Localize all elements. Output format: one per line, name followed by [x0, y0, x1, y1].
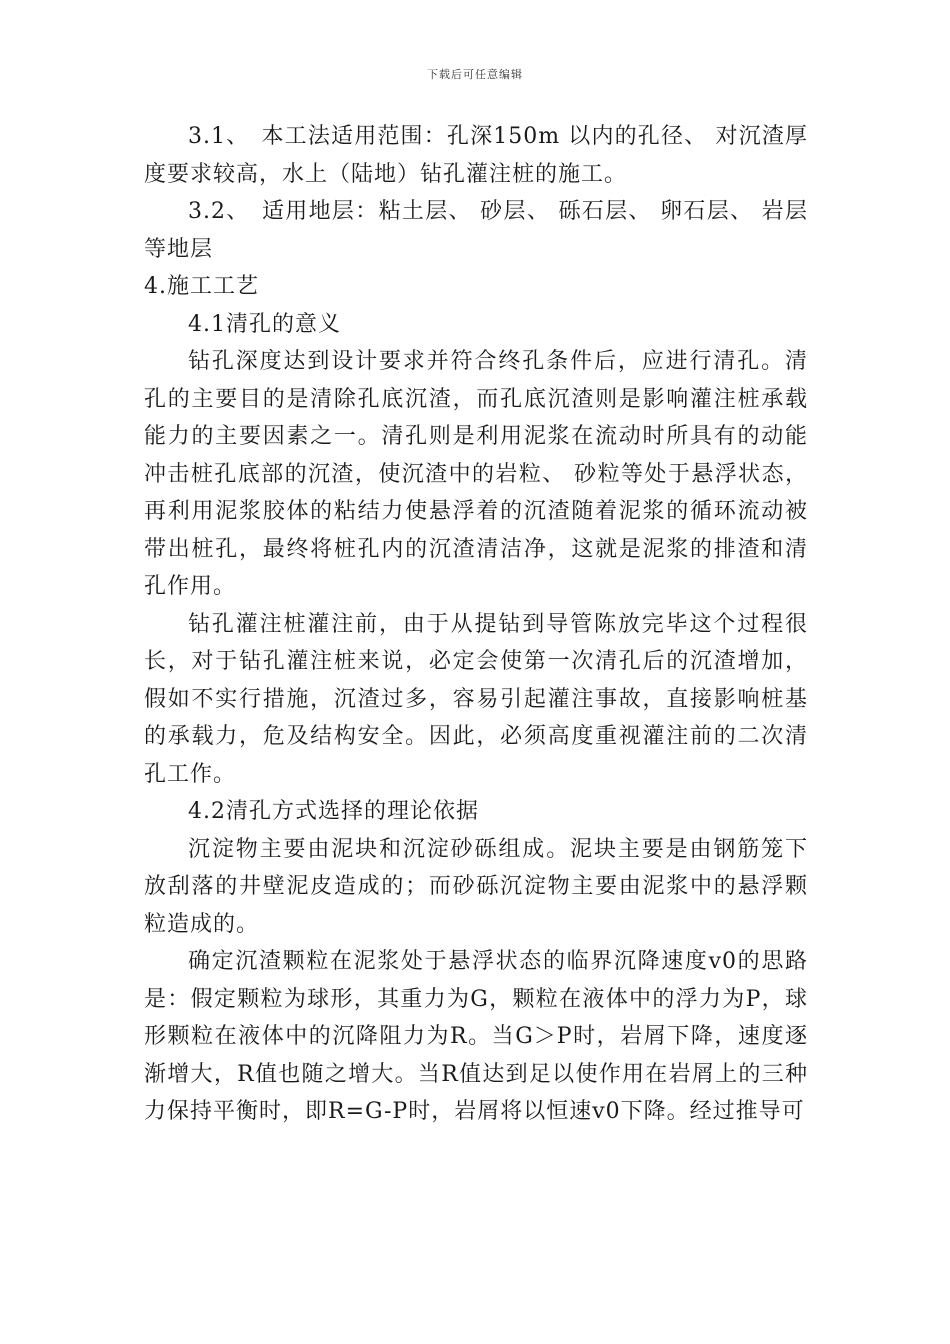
paragraph-3-1: 3.1、 本工法适用范围：孔深150m 以内的孔径、 对沉渣厚度要求较高，水上（陆地）钻孔灌注桩的施工。 — [144, 124, 808, 187]
section-heading-4: 4.施工工艺 — [144, 274, 259, 299]
paragraph-cleaning-purpose: 钻孔深度达到设计要求并符合终孔条件后，应进行清孔。清孔的主要目的是清除孔底沉渣，而孔底沉渣则是影响灌注桩承载能力的主要因素之一。清孔则是利用泥浆在流动时所具有的动能冲击桩孔底部的沉渣，使沉渣中的岩粒、 砂粒等处于悬浮状态，再利用泥浆胶体的粘结力使悬浮着的沉渣随着泥浆的循环流动被带出桩孔，最终将桩孔内的沉渣清洁净，这就是泥浆的排渣和清孔作用。 — [144, 349, 808, 599]
document-body — [144, 118, 808, 1131]
subsection-heading-4-2: 4.2清孔方式选择的理论依据 — [188, 799, 479, 824]
paragraph-settling-velocity: 确定沉渣颗粒在泥浆处于悬浮状态的临界沉降速度v0的思路是：假定颗粒为球形，其重力为G，颗粒在液体中的浮力为P，球形颗粒在液体中的沉降阻力为R。当G＞P时，岩屑下降，速度逐渐增大，R值也随之增大。当R值达到足以使作用在岩屑上的三种力保持平衡时，即R=G-P时，岩屑将以恒速v0下降。经过推导可 — [144, 949, 808, 1124]
paragraph-3-2: 3.2、 适用地层：粘土层、 砂层、 砾石层、 卵石层、 岩层等地层 — [144, 199, 808, 262]
page-header: 下载后可任意编辑 — [427, 68, 523, 81]
subsection-heading-4-1: 4.1清孔的意义 — [188, 311, 341, 337]
paragraph-secondary-cleaning: 钻孔灌注桩灌注前，由于从提钻到导管陈放完毕这个过程很长，对于钻孔灌注桩来说，必定会使第一次清孔后的沉渣增加，假如不实行措施，沉渣过多，容易引起灌注事故，直接影响桩基的承载力，危及结构安全。因此，必须高度重视灌注前的二次清孔工作。 — [144, 611, 808, 787]
paragraph-sediment-composition: 沉淀物主要由泥块和沉淀砂砾组成。泥块主要是由钢筋笼下放刮落的井壁泥皮造成的；而砂砾沉淀物主要由泥浆中的悬浮颗粒造成的。 — [144, 836, 808, 937]
